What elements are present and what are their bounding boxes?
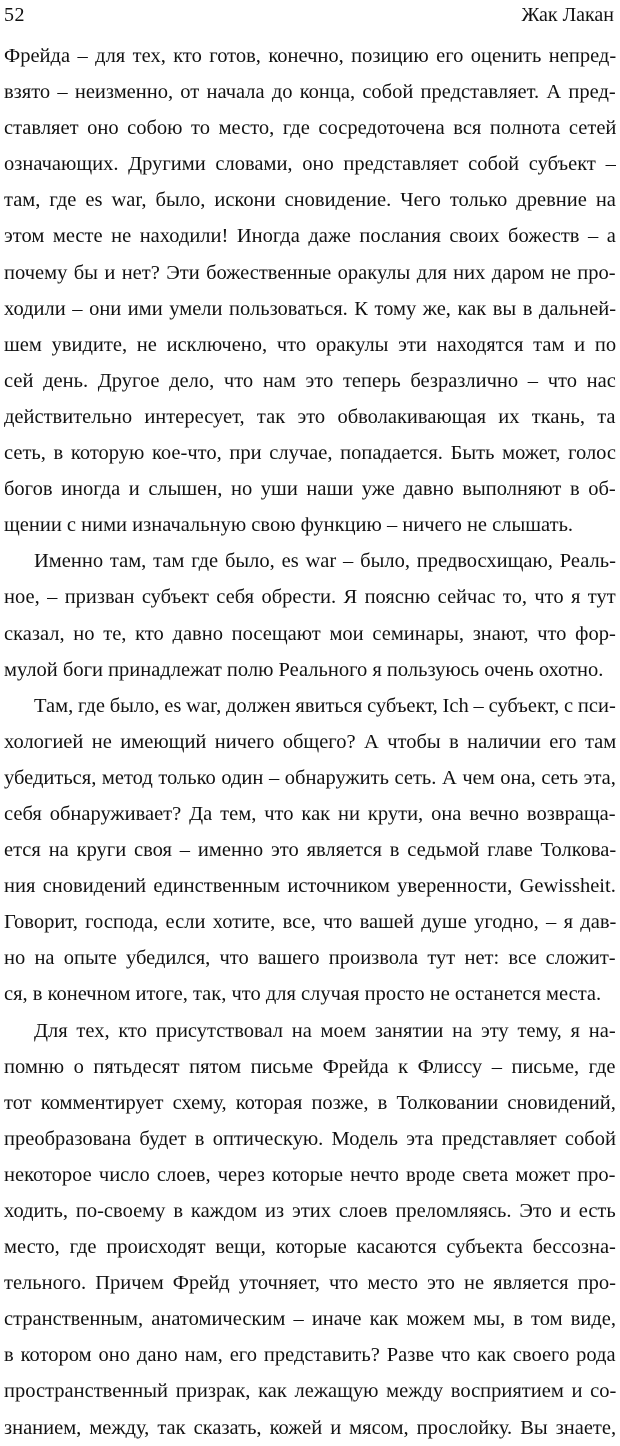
text-line: сей день. Другое дело, что нам это теперь безразлично – что нас <box>4 369 616 392</box>
running-head <box>0 0 620 36</box>
text-line: этом месте не находили! Иногда даже послания своих божеств – а <box>4 225 616 248</box>
text-line: шем увидите, не исключено, что оракулы эти находятся там и по <box>4 333 617 356</box>
text-line: ходить, по-своему в каждом из этих слоев преломляясь. Это и есть <box>4 1200 616 1222</box>
page-number: 52 <box>4 4 25 26</box>
text-line: странственным, анатомическим – иначе как можем мы, в том виде, <box>4 1308 616 1331</box>
text-line: почему бы и нет? Эти божественные оракулы для них даром не про- <box>4 261 616 284</box>
text-line: преобразована будет в оптическую. Модель эта представляет собой <box>4 1127 616 1150</box>
text-line: себя обнаруживает? Да тем, что как ни крути, она вечно возвраща- <box>4 802 616 825</box>
text-line: ния сновидений единственным источником уверенности, Gewissheit. <box>4 875 616 898</box>
text-line: тельного. Причем Фрейд уточняет, что место это не является про- <box>4 1272 616 1295</box>
text-line: Говорит, господа, если хотите, все, что вашей душе угодно, – я дав- <box>4 911 617 934</box>
text-line: ется на круги своя – именно это является в седьмой главе Толкова- <box>4 839 617 862</box>
text-line: пространственный призрак, как лежащую между восприятием и со- <box>4 1380 617 1403</box>
text-line: ся, в конечном итоге, так, что для случая просто не останется места. <box>4 983 602 1006</box>
text-line: мулой боги принадлежат полю Реального я пользуюсь очень охотно. <box>4 658 604 681</box>
text-line: сказал, но те, кто давно посещают мои семинары, знают, что фор- <box>4 622 616 645</box>
text-line: Для тех, кто присутствовал на моем занятии на эту тему, я на- <box>34 1019 616 1042</box>
text-line: помню о пятьдесят пятом письме Фрейда к Флиссу – письме, где <box>4 1055 616 1078</box>
text-line: тот комментирует схему, которая позже, в Толковании сновидений, <box>4 1091 616 1114</box>
text-line: означающих. Другими словами, оно представляет собой субъект – <box>4 153 616 176</box>
text-line: место, где происходят вещи, которые касаются субъекта бессозна- <box>4 1236 616 1259</box>
text-line: ное, – призван субъект себя обрести. Я поясню сейчас то, что я тут <box>4 586 616 609</box>
text-line: сеть, в которую кое-что, при случае, попадается. Быть может, голос <box>4 442 617 465</box>
text-line: богов иногда и слышен, но уши наши уже давно выполняют в об- <box>4 478 616 501</box>
body-text <box>4 38 618 1446</box>
text-line: действительно интересует, так это обволакивающая их ткань, та <box>4 405 616 428</box>
text-line: щении с ними изначальную свою функцию – ничего не слышать. <box>4 514 574 537</box>
text-line: ходили – они ими умели пользоваться. К тому же, как вы в дальней- <box>4 297 617 320</box>
text-line: взято – неизменно, от начала до конца, собой представляет. А пред- <box>4 81 616 104</box>
text-line: некоторое число слоев, через которые нечто вроде света может про- <box>4 1163 616 1186</box>
running-title: Жак Лакан <box>521 4 614 26</box>
text-line: убедиться, метод только один – обнаружить сеть. А чем она, сеть эта, <box>4 766 616 789</box>
text-line: в котором оно дано нам, его представить? Разве что как своего рода <box>4 1344 616 1367</box>
text-line: там, где es war, было, искони сновидение. Чего только древние на <box>4 189 616 212</box>
text-line: хологией не имеющий ничего общего? А чтобы в наличии его там <box>4 730 617 753</box>
text-line: Именно там, там где было, es war – было, предвосхищаю, Реаль- <box>34 550 616 573</box>
text-line: знанием, между, так сказать, кожей и мясом, прослойку. Вы знаете, <box>4 1416 617 1439</box>
text-line: Там, где было, es war, должен явиться субъект, Ich – субъект, с пси- <box>34 694 616 717</box>
text-line: Фрейда – для тех, кто готов, конечно, позицию его оценить непред- <box>4 45 617 67</box>
text-line: но на опыте убедился, что вашего произвола тут нет: все сложит- <box>4 947 616 970</box>
text-line: ставляет оно собою то место, где сосредоточена вся полнота сетей <box>4 117 617 140</box>
